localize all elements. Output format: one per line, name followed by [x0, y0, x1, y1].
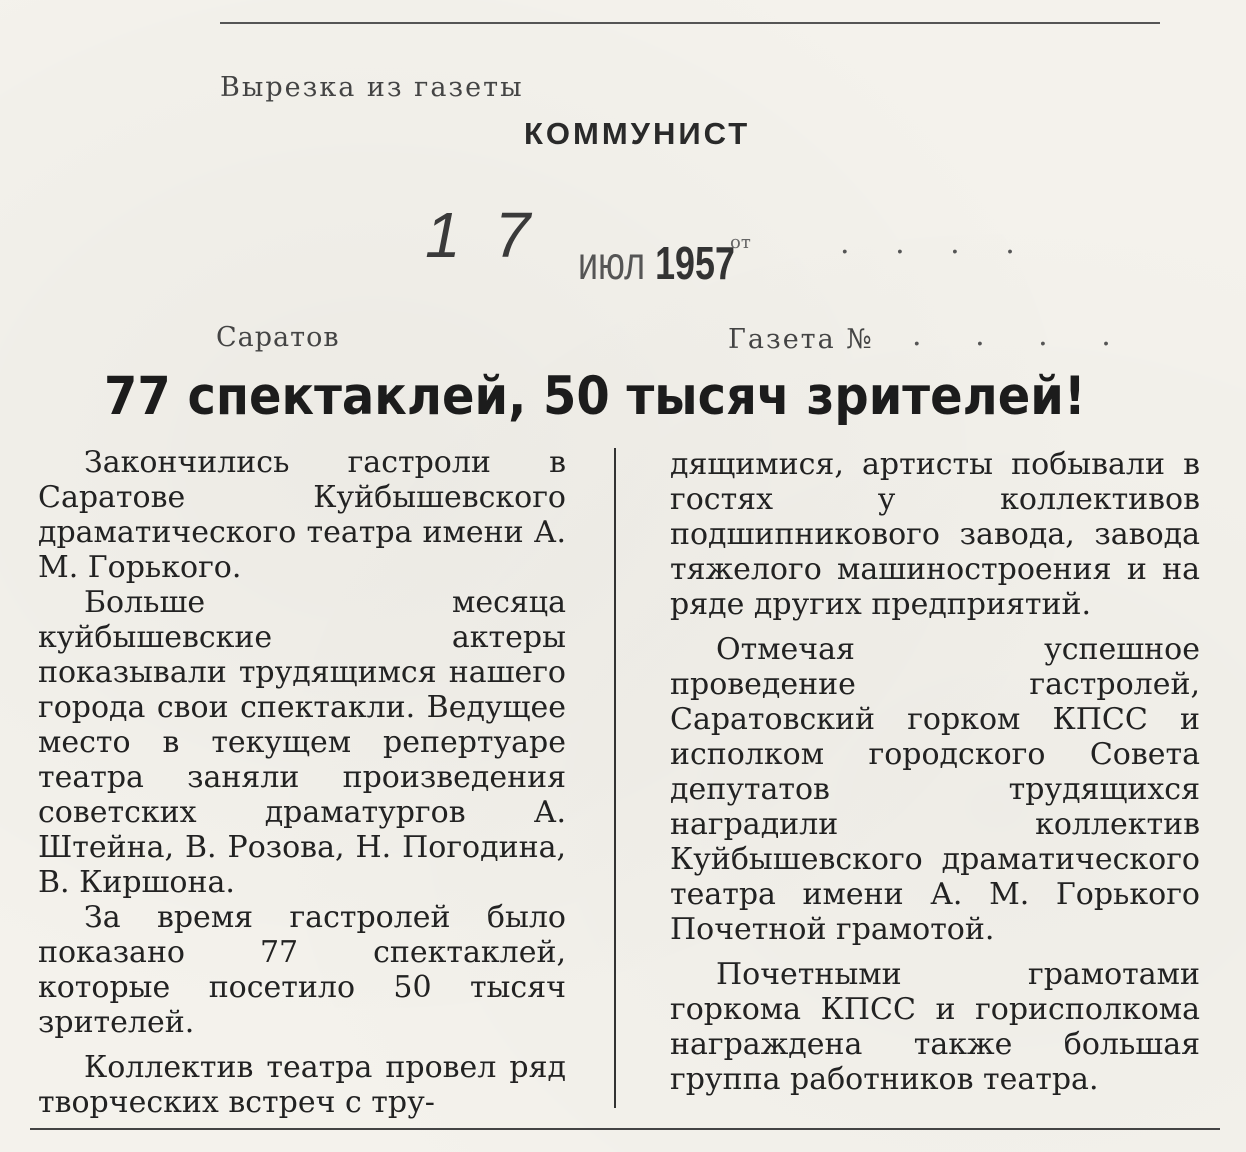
article-column-right [670, 447, 1200, 1097]
date-stamp-year: 1957 [655, 237, 735, 289]
article-headline: 77 спектаклей, 50 тысяч зрителей! [104, 366, 1086, 427]
article-paragraph: Больше месяца куйбышевские актеры показывали трудящимся нашего города свои спектакли. Ведущее место в текущем репертуаре театра заняли произведения советских драматургов А. Штейна, В. Розова, Н. Погодина, В. Киршона. [38, 585, 566, 900]
newspaper-number-label: Газета № [728, 324, 874, 355]
article-paragraph: Почетными грамотами горкома КПСС и горисполкома награждена также большая группа работников театра. [670, 957, 1200, 1097]
clipping-label: Вырезка из газеты [220, 72, 524, 103]
article-paragraph: Коллектив театра провел ряд творческих встреч с тру- [38, 1050, 566, 1120]
newspaper-name: КОММУНИСТ [524, 116, 751, 151]
bottom-rule [30, 1128, 1220, 1130]
date-dots: . . . . [840, 226, 1033, 261]
date-stamp-month-year [578, 236, 735, 290]
article-paragraph: За время гастролей было показано 77 спектаклей, которые посетило 50 тысяч зрителей. [38, 900, 566, 1040]
article-paragraph: дящимися, артисты побывали в гостях у коллективов подшипникового завода, завода тяжелого машиностроения и на ряде других предприятий. [670, 447, 1200, 622]
article-paragraph: Закончились гастроли в Саратове Куйбышевского драматического театра имени А. М. Горького. [38, 445, 566, 585]
date-stamp-day: 17 [425, 199, 565, 271]
article-column-left [38, 445, 566, 1120]
date-of-label: от [730, 232, 751, 253]
article-paragraph: Отмечая успешное проведение гастролей, Саратовский горком КПСС и исполком городского Совета депутатов трудящихся наградили коллектив Куйбышевского драматического театра имени А. М. Горького Почетной грамотой. [670, 632, 1200, 947]
date-stamp-month: июл [578, 237, 646, 289]
top-rule [220, 22, 1160, 24]
city-label: Саратов [216, 322, 340, 353]
newspaper-number-dots: . . . . [912, 318, 1133, 353]
column-divider [614, 448, 616, 1108]
